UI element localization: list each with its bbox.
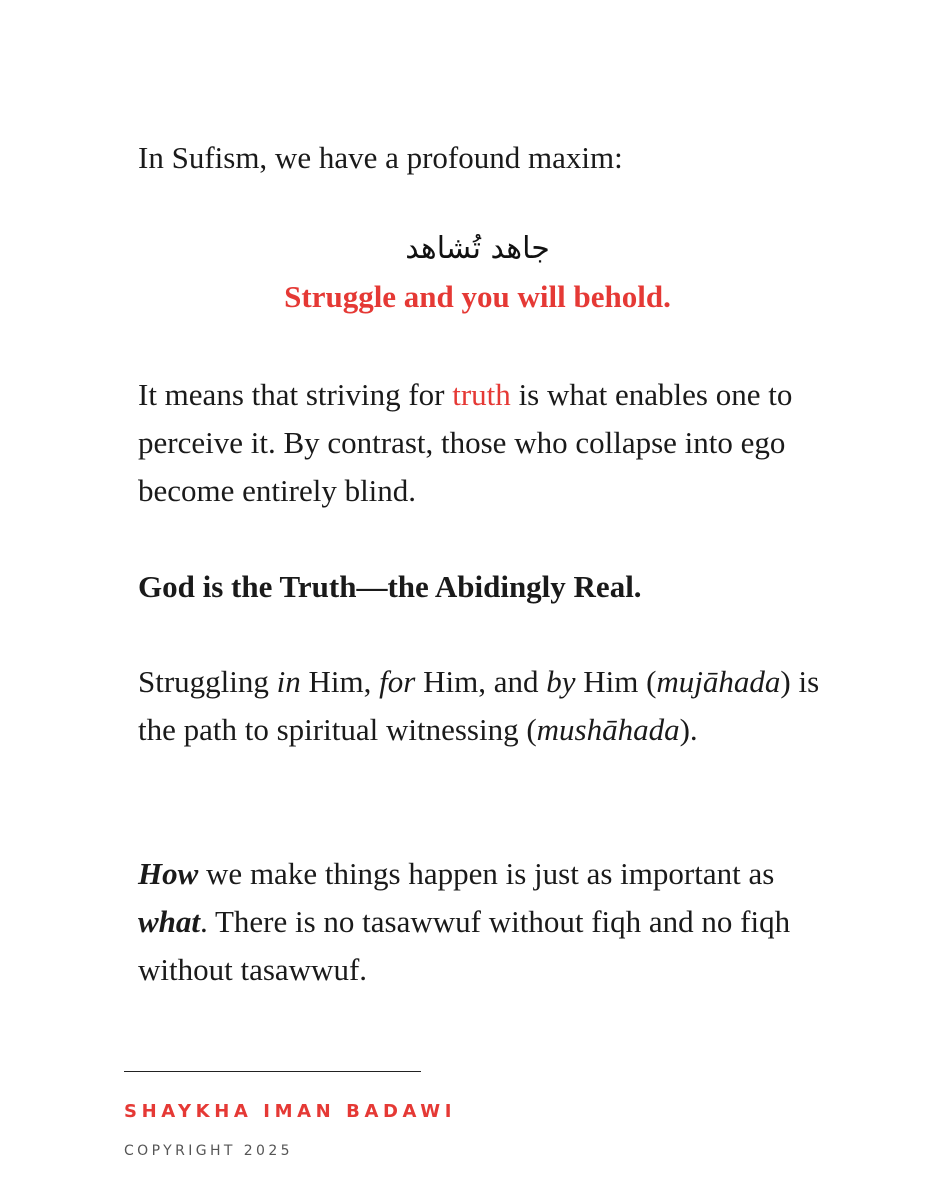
italic-mushahada: mushāhada — [536, 712, 680, 747]
paragraph-truth — [138, 371, 838, 515]
paragraph-how-what — [138, 850, 838, 994]
text-segment: Him, and — [415, 664, 547, 699]
intro-text: In Sufism, we have a profound maxim: — [138, 140, 623, 175]
maxim-arabic: جاهد تُشاهد — [405, 231, 550, 266]
text-segment: we make things happen is just as important as — [198, 856, 775, 891]
bold-italic-how: How — [138, 856, 199, 891]
text-segment: Him, — [300, 664, 380, 699]
maxim-block — [0, 226, 927, 320]
bold-italic-what: what — [138, 904, 201, 939]
italic-by: by — [546, 664, 576, 699]
text-segment: ). — [679, 712, 698, 747]
text-segment: Struggling — [138, 664, 277, 699]
paragraph-truth-end: is what enables one to perceive it. By contrast, those who collapse into ego become entirely blind. — [138, 377, 793, 508]
paragraph-struggling — [138, 658, 838, 754]
paragraph-truth-start: It means that striving for — [138, 377, 453, 412]
copyright-text: COPYRIGHT 2025 — [124, 1143, 293, 1159]
text-segment: . There is no tasawwuf without fiqh and no fiqh without tasawwuf. — [138, 904, 791, 987]
italic-mujahada: mujāhada — [656, 664, 781, 699]
truth-highlight: truth — [452, 377, 511, 412]
paragraph-god-truth: God is the Truth—the Abidingly Real. — [138, 569, 642, 604]
text-segment: Him ( — [575, 664, 657, 699]
italic-in: in — [276, 664, 301, 699]
text-segment: ) is the path to spiritual witnessing ( — [138, 664, 820, 747]
footer-divider — [124, 1071, 421, 1072]
author-name: SHAYKHA IMAN BADAWI — [124, 1101, 457, 1122]
maxim-translation: Struggle and you will behold. — [284, 279, 671, 314]
italic-for: for — [379, 664, 416, 699]
